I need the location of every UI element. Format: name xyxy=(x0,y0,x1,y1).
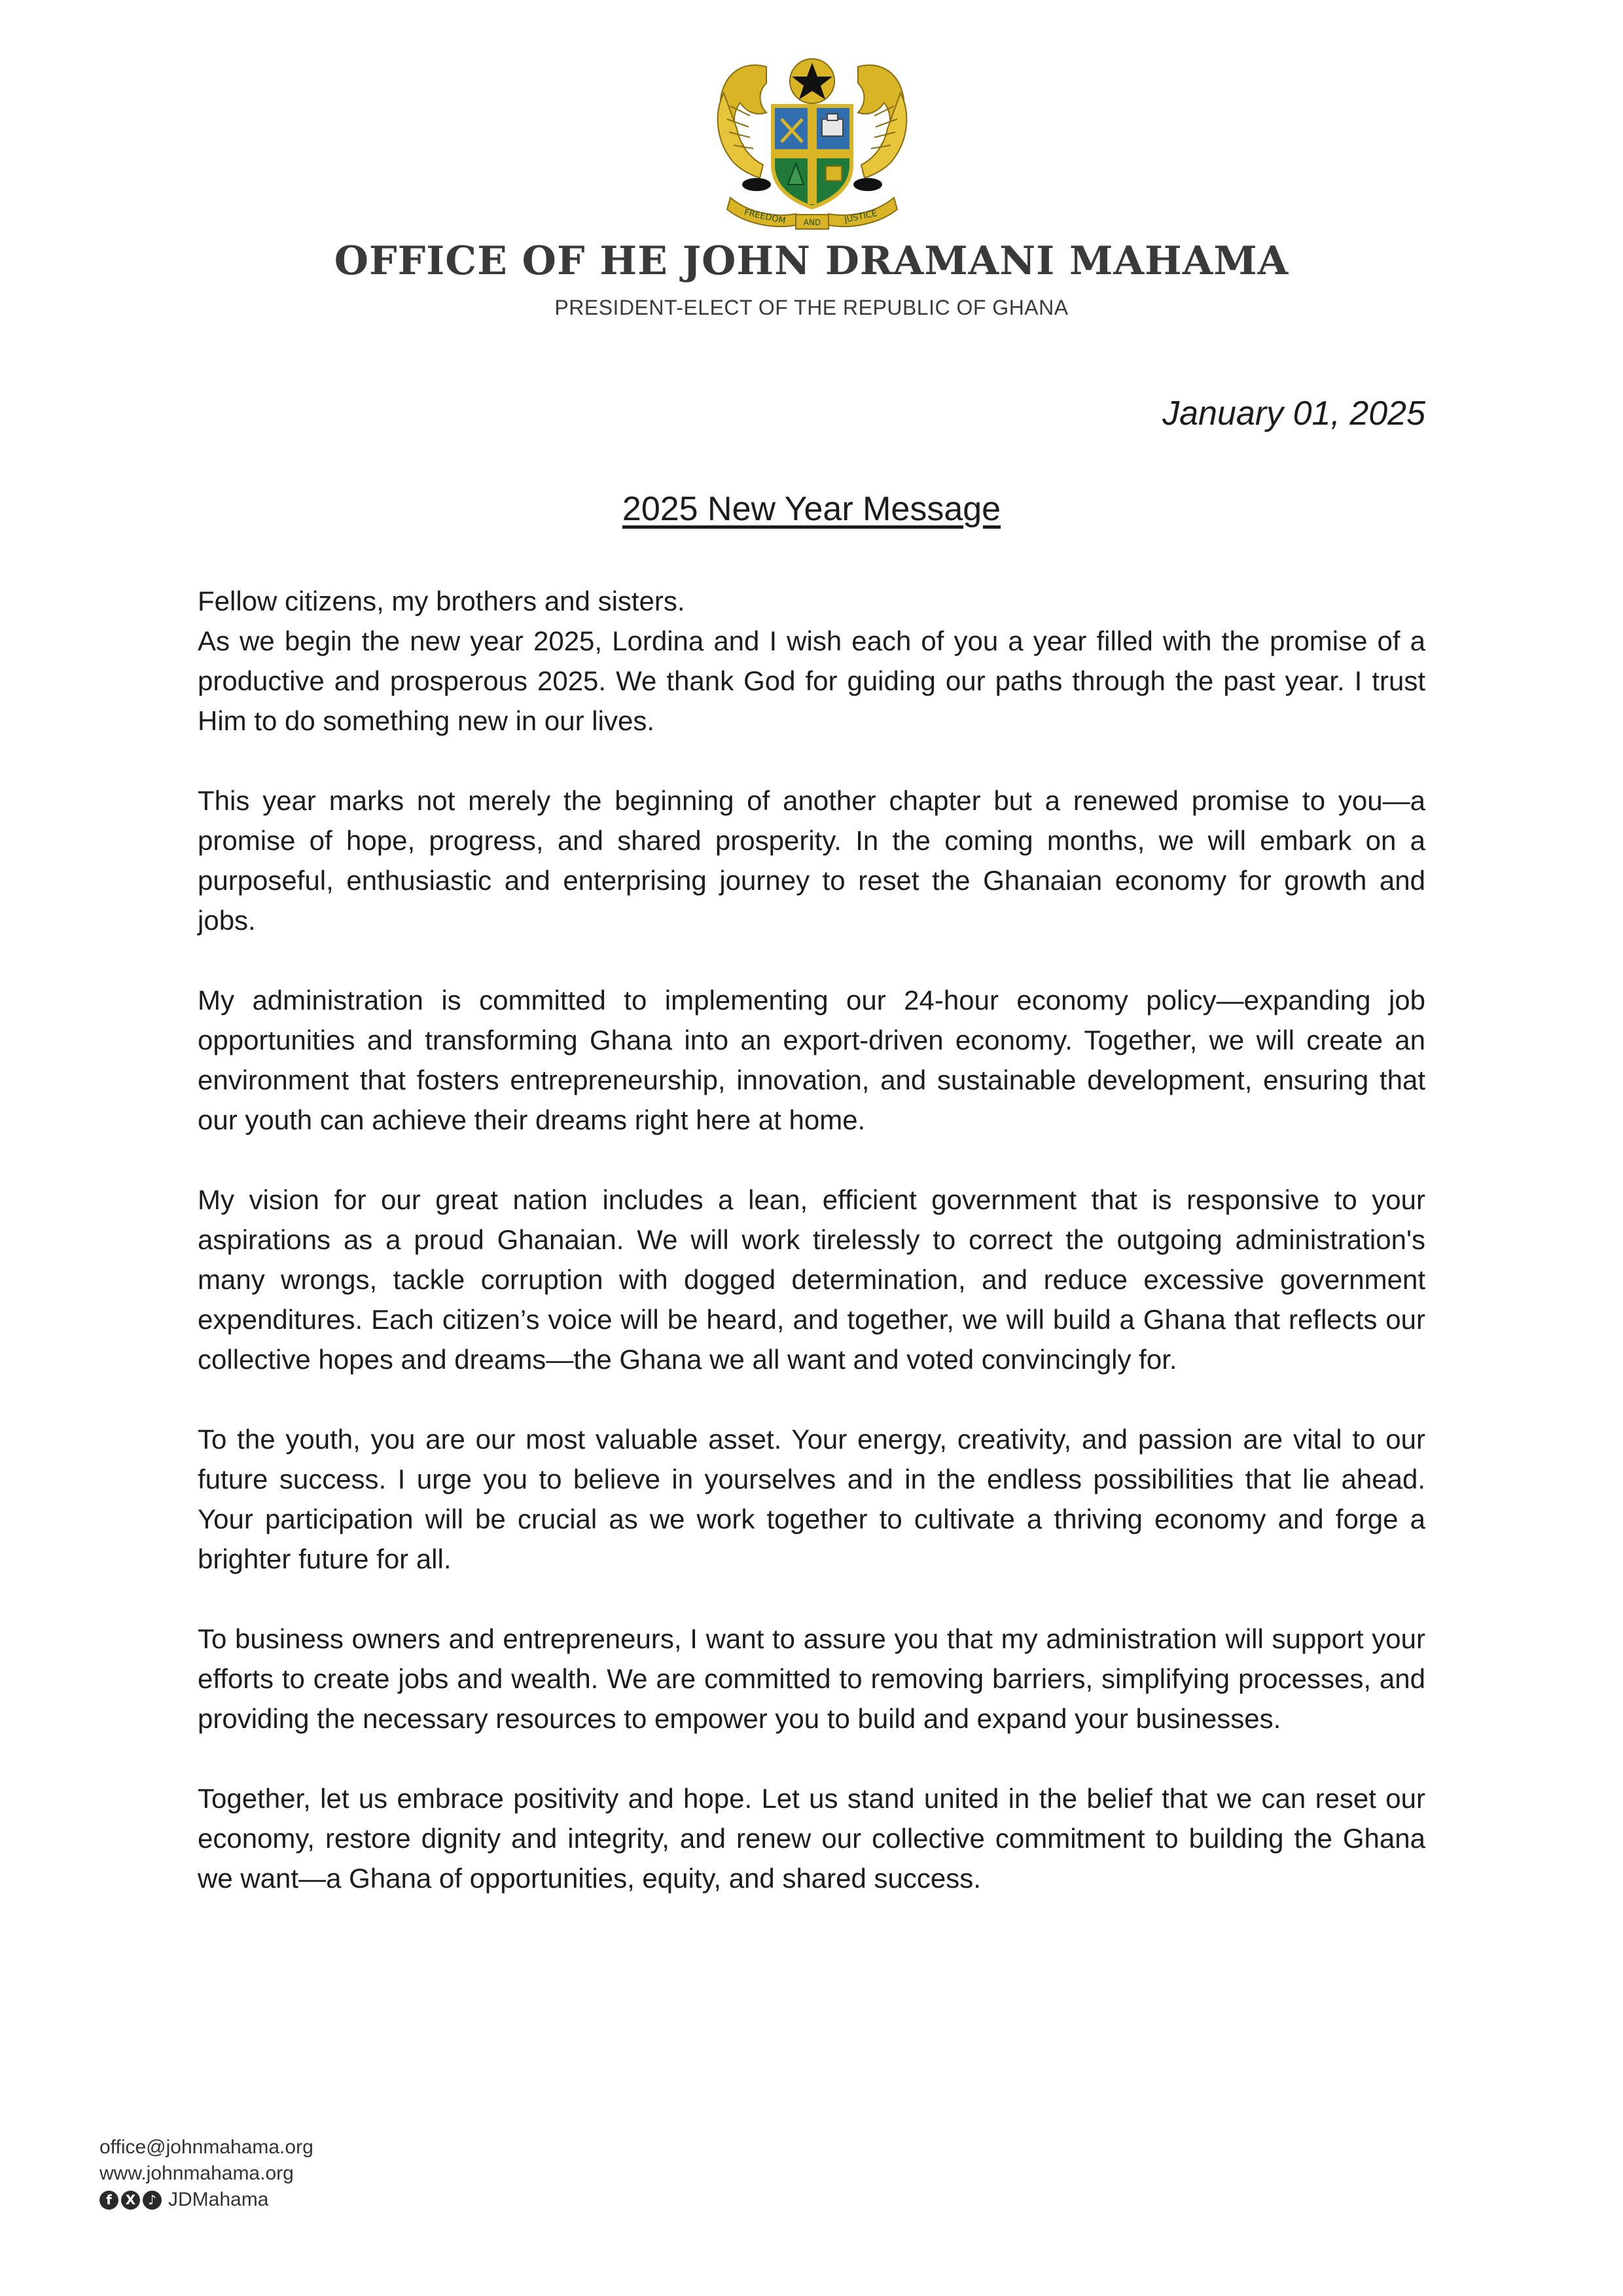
svg-text:JUSTICE: JUSTICE xyxy=(843,208,878,226)
body-paragraph: As we begin the new year 2025, Lordina and I wish each of you a year filled with the promise of a productive and prosperous 2025. We thank God for guiding our paths through the past year. I trust Him to do something new in our lives. xyxy=(198,626,1425,736)
email-link[interactable]: office@johnmahama.org xyxy=(99,2136,313,2158)
body-paragraph: My administration is committed to implementing our 24-hour economy policy—expanding job opportunities and transforming Ghana into an export-driven economy. Together, we will create an environment that fosters entrepreneurship, innovation, and sustainable development, ensuring that our youth can achieve their dreams right here at home. xyxy=(198,985,1425,1135)
salutation: Fellow citizens, my brothers and sisters. xyxy=(198,586,685,616)
letter-body xyxy=(198,581,1425,1938)
footer-contact xyxy=(99,2134,313,2213)
svg-text:AND: AND xyxy=(803,218,821,227)
body-paragraph: Together, let us embrace positivity and hope. Let us stand united in the belief that we can reset our economy, restore dignity and integrity, and renew our collective commitment to building the Ghana we want—a Ghana of opportunities, equity, and shared success. xyxy=(198,1783,1425,1894)
x-icon[interactable]: X xyxy=(121,2191,140,2210)
document-title: 2025 New Year Message xyxy=(622,490,1001,528)
tiktok-icon[interactable]: ♪ xyxy=(143,2191,162,2210)
body-paragraph: This year marks not merely the beginning of another chapter but a renewed promise to you—a promise of hope, progress, and shared prosperity. In the coming months, we will embark on a purposeful, enthusiastic and enterprising journey to reset the Ghanaian economy for growth and jobs. xyxy=(198,785,1425,936)
office-subtitle: PRESIDENT-ELECT OF THE REPUBLIC OF GHANA xyxy=(554,296,1069,319)
svg-text:FREEDOM: FREEDOM xyxy=(743,207,787,226)
facebook-icon[interactable]: f xyxy=(99,2191,118,2210)
ghana-coat-of-arms-icon xyxy=(704,54,920,233)
body-paragraph: To the youth, you are our most valuable asset. Your energy, creativity, and passion are vital to our future success. I urge you to believe in yourselves and in the endless possibilities that lie ahead. Your participation will be crucial as we work together to cultivate a thriving economy and forge a brighter future for all. xyxy=(198,1424,1425,1574)
office-title: OFFICE OF HE JOHN DRAMANI MAHAMA xyxy=(334,238,1289,284)
body-paragraph: My vision for our great nation includes a lean, efficient government that is responsive to your aspirations as a proud Ghanaian. We will work tirelessly to correct the outgoing administration's many wrongs, tackle corruption with dogged determination, and reduce excessive government expenditures. Each citizen’s voice will be heard, and together, we will build a Ghana that reflects our collective hopes and dreams—the Ghana we all want and voted convincingly for. xyxy=(198,1184,1425,1375)
social-row xyxy=(99,2187,313,2213)
website-link[interactable]: www.johnmahama.org xyxy=(99,2163,294,2184)
body-paragraph: To business owners and entrepreneurs, I want to assure you that my administration will support your efforts to create jobs and wealth. We are committed to removing barriers, simplifying processes, and providing the necessary resources to empower you to build and expand your businesses. xyxy=(198,1623,1425,1734)
social-handle[interactable]: JDMahama xyxy=(168,2189,269,2210)
letter-date: January 01, 2025 xyxy=(1162,395,1425,433)
